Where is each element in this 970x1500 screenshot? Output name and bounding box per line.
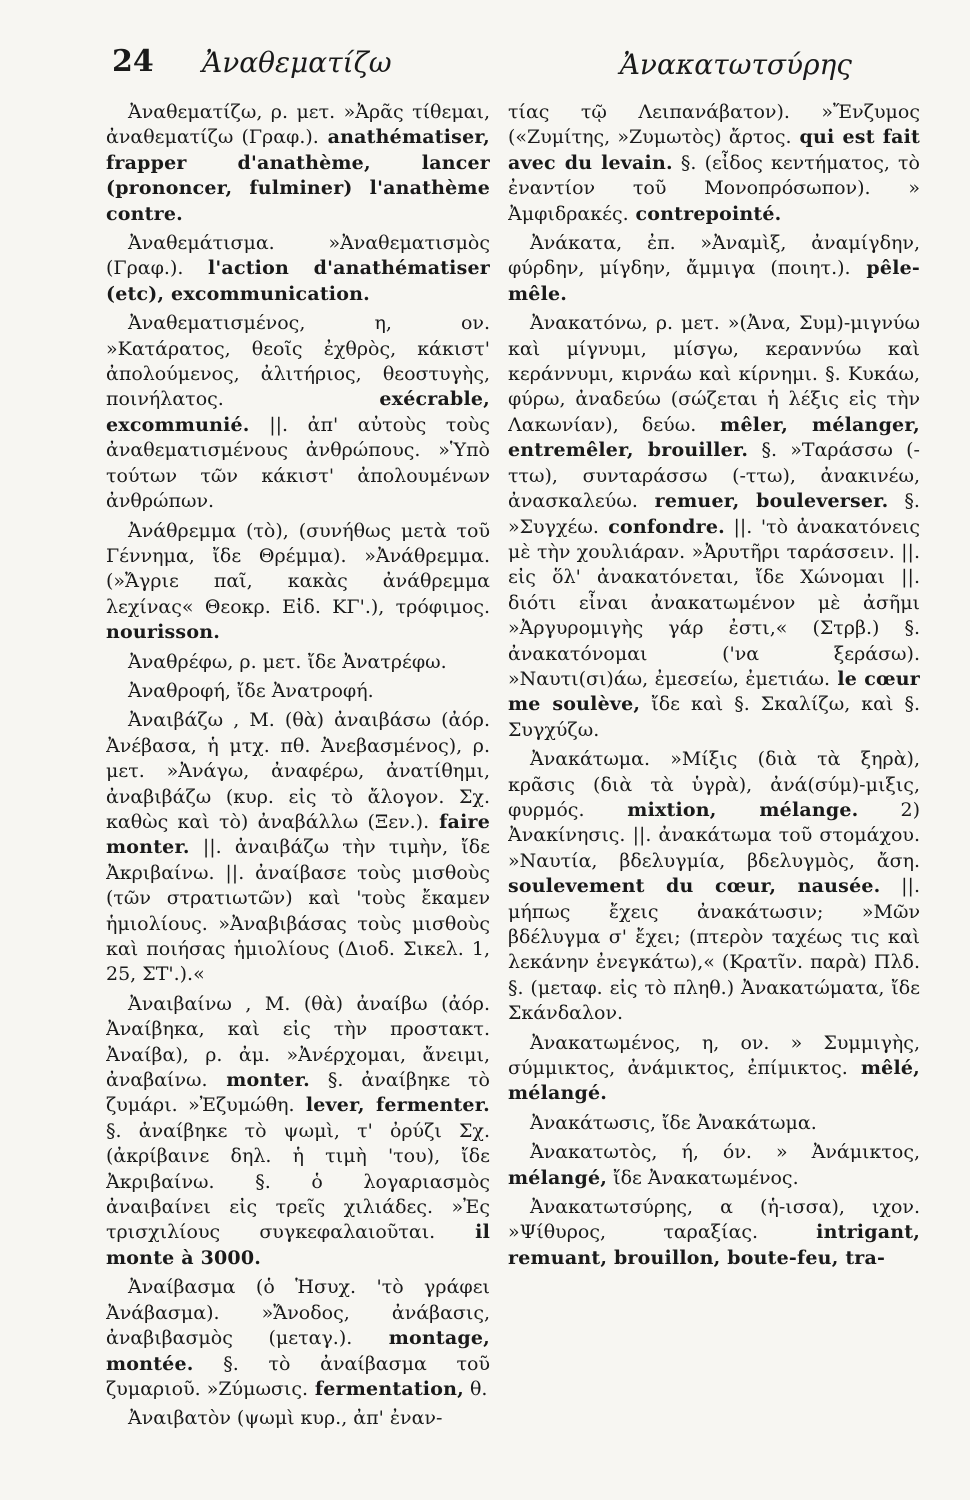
dictionary-entry xyxy=(508,100,920,227)
right-column xyxy=(508,100,920,1440)
entry-french-translation: mixtion, mélange. xyxy=(584,798,859,821)
entry-greek-text: (ὁ Ἡσυχ. 'τὸ γράφει Ἀνάβασμα). »Ἄνοδος, ἀνάβασις, ἀναβιβασμὸς (μεταγ.). xyxy=(106,1276,490,1350)
entry-headword: Ἀναθεματισμένος, xyxy=(128,312,306,335)
left-column xyxy=(106,100,490,1440)
entry-headword: Ἀνακατωτὸς, xyxy=(530,1141,658,1164)
entry-french-translation: anathématiser, frapper d'anathème, lancer (prononcer, fulminer) l'anathème contre. xyxy=(106,126,490,225)
entry-greek-text: ἴδε Ἀνακάτωμα. xyxy=(655,1111,817,1134)
entry-greek-text: §. (εἶδος κεντήματος, τὸ ἐναντίον τοῦ Μονοπρόσωπον). » Ἀμφιδρακές. xyxy=(508,151,920,225)
dictionary-entry xyxy=(106,679,490,704)
entry-greek-text: §. τὸ ἀναίβασμα τοῦ ζυμαριοῦ. »Ζύμωσις. xyxy=(106,1352,490,1400)
entry-french-translation: qui est fait avec du levain. xyxy=(508,126,920,174)
entry-french-translation: mélangé, xyxy=(508,1166,608,1189)
entry-greek-text: »Ἀναθεματισμὸς (Γραφ.). xyxy=(106,232,490,280)
entry-greek-text: ||. ἀναιβάζω τὴν τιμὴν, ἴδε Ἀκριβαίνω. ||. ἀναίβασε τοὺς μισθοὺς (τῶν στρατιωτῶν) καὶ 'τοὺς ἔκαμεν ἡμιολίους. »Ἀναβιβάσας τοὺς μισθοὺς καὶ ποιήσας ἡμιολίους (Διοδ. Σικελ. 1, 25, ΣΤ'.).« xyxy=(106,836,490,986)
entry-greek-text: ρ. μετ. »Ἀρᾶς τίθεμαι, ἀναθεματίζω (Γραφ.). xyxy=(106,101,490,149)
dictionary-entry xyxy=(106,311,490,514)
entry-french-translation: intrigant, remuant, brouillon, boute-feu, tra- xyxy=(508,1221,920,1269)
entry-headword: Ἀναιβατὸν xyxy=(128,1407,231,1430)
entry-greek-text: »Μίξις (διὰ τὰ ξηρὰ), κρᾶσις (διὰ τὰ ὑγρὰ), ἀνά(σύμ)-μιξις, φυρμός. xyxy=(508,748,920,821)
dictionary-entry xyxy=(106,1275,490,1402)
entry-french-translation: il monte à 3000. xyxy=(106,1221,490,1269)
entry-greek-text: (ψωμὶ κυρ., ἀπ' ἐναν- xyxy=(230,1407,443,1430)
entry-headword: Ἀναθεματίζω, xyxy=(128,101,263,123)
entry-french-translation: exécrable, excommunié. xyxy=(106,388,490,436)
entry-headword: Ἀνακατωτσύρης, xyxy=(530,1196,694,1219)
entry-french-translation: remuer, bouleverser. xyxy=(637,490,889,513)
page-number: 24 xyxy=(112,44,154,79)
left-running-title: Ἀναθεματίζω xyxy=(202,46,392,79)
entry-headword: Ἀνακατωμένος, xyxy=(530,1031,681,1054)
page-header xyxy=(112,38,852,88)
entry-headword: Ἀνάθρεμμα xyxy=(128,519,237,542)
entry-greek-text: 2) Ἀνακίνησις. ||. ἀνακάτωμα τοῦ στομάχου. »Ναυτία, βδελυγμία, βδελυγμὸς, ἄση. xyxy=(508,798,920,872)
entry-headword: Ἀνάκατα, xyxy=(530,232,623,255)
dictionary-entry xyxy=(508,1111,920,1136)
entry-headword: Ἀνακατόνω, xyxy=(530,312,648,335)
dictionary-entry xyxy=(508,747,920,1026)
entry-greek-text: ή, όν. » Ἀνάμικτος, xyxy=(657,1141,920,1164)
right-running-title: Ἀνακατωτσύρης xyxy=(619,48,852,81)
entry-french-translation: contrepointé. xyxy=(628,202,782,225)
entry-headword: Ἀναθροφή, xyxy=(128,679,231,702)
entry-greek-text: ρ. μετ. ἴδε Ἀνατρέφω. xyxy=(233,650,447,673)
entry-greek-text: ||. 'τὸ ἀνακατόνεις μὲ τὴν χουλιάραν. »Ἀρυτῆρι ταράσσειν. ||. εἰς ὅλ' ἀνακατόνεται, ἴδε Χώνομαι ||. διότι εἶναι ἀνακατωμένον μὲ ἀσῆμι »Ἀργυρομιγὴς γάρ ἐστι,« (Στρβ.) §. ἀνακατόνομαι ('να ξεράσω). »Ναυτι(σι)άω, ἐμεσείω, ἐμετιάω. xyxy=(508,515,920,690)
entry-greek-text: ἴδε Ἀνακατωμένος. xyxy=(607,1166,799,1189)
entry-greek-text: ||. ἀπ' αὐτοὺς τοὺς ἀναθεματισμένους ἀνθρώπους. »Ὑπὸ τούτων τῶν κάκιστ' ἀπολουμένων ἀνθρώπων. xyxy=(106,413,490,513)
entry-greek-text: ||. μήπως ἔχεις ἀνακάτωσιν; »Μῶν βδέλυγμα σ' ἔχει; (πτερὸν ταχέως τις καὶ λεκάνην ἐνεγκάτω),« (Κρατῖν. παρὰ) Πλδ. §. (μεταφ. εἰς τὸ πληθ.) Ἀνακατώματα, ἴδε Σκάνδαλον. xyxy=(508,875,920,1025)
entry-french-translation: mêlé, mélangé. xyxy=(508,1057,920,1105)
entry-greek-text: §. »Ταράσσω (-ττω), συνταράσσω (-ττω), ἀνακινέω, ἀνασκαλεύω. xyxy=(508,439,920,513)
entry-french-translation: le cœur me soulève, xyxy=(508,667,920,716)
entry-greek-text: §. ἀναίβηκε τὸ ζυμάρι. »Ἐζυμώθη. xyxy=(106,1069,490,1117)
dictionary-entry xyxy=(106,231,490,307)
dictionary-entry xyxy=(106,100,490,227)
entry-greek-text: ρ. μετ. »(Ἀνα, Συμ)-μιγνύω καὶ μίγνυμι, μίσγω, κεραννύω καὶ κεράννυμι, κιρνάω καὶ κίρνημι. §. Κυκάω, φύρω, ἀναδεύω (σώζεται ἡ λέξις εἰς τὴν Λακωνίαν), δεύω. xyxy=(508,312,920,436)
entry-french-translation: monter. xyxy=(207,1069,310,1092)
dictionary-entry xyxy=(106,1406,490,1431)
entry-headword: Ἀναθρέφω, xyxy=(128,650,234,673)
entry-greek-text: η, ον. » Συμμιγὴς, σύμμικτος, ἀνάμικτος, ἐπίμικτος. xyxy=(508,1031,920,1080)
entry-french-translation: lever, fermenter. xyxy=(294,1094,490,1117)
dictionary-entry xyxy=(508,231,920,307)
entry-greek-text: τίας τῷ Λειπανάβατον). »Ἔνζυμος («Ζυμίτης, »Ζυμωτὸς) ἄρτος. xyxy=(508,101,920,149)
entry-greek-text: , Μ. (θὰ) ἀναιβάσω (ἀόρ. Ἀνέβασα, ἡ μτχ. πθ. Ἀνεβασμένος), ρ. μετ. »Ἀνάγω, ἀναφέρω, ἀνατίθημι, ἀναβιβάζω (κυρ. εἰς τὸ ἄλογον. Σχ. καθὼς καὶ τὸ) ἀναβάλλω (Ξεν.). xyxy=(106,709,490,833)
dictionary-entry xyxy=(508,311,920,743)
entry-greek-text: ἴδε Ἀνατροφή. xyxy=(230,679,374,702)
entry-greek-text: , Μ. (θὰ) ἀναίβω (ἀόρ. Ἀναίβηκα, καὶ εἰς τὴν προστακτ. Ἀναίβα), ρ. ἀμ. »Ἀνέρχομαι, ἄνειμι, ἀναβαίνω. xyxy=(106,992,490,1092)
entry-french-translation: fermentation, xyxy=(308,1377,464,1400)
entry-greek-text: §. »Συγχέω. xyxy=(508,490,920,538)
dictionary-entry xyxy=(508,1031,920,1107)
entry-french-translation: l'action d'anathématiser (etc), excommunication. xyxy=(106,257,490,305)
dictionary-entry xyxy=(106,650,490,675)
entry-french-translation: mêler, mélanger, entremêler, brouiller. xyxy=(508,413,920,462)
dictionary-entry xyxy=(508,1140,920,1191)
entry-french-translation: pêle-mêle. xyxy=(508,257,920,305)
dictionary-entry xyxy=(508,1195,920,1271)
entry-french-translation: soulevement du cœur, nausée. xyxy=(508,875,881,898)
entry-greek-text: ἐπ. »Ἀναμὶξ, ἀναμίγδην, φύρδην, μίγδην, ἄμμιγα (ποιητ.). xyxy=(508,232,920,280)
entry-headword: Ἀναίβασμα xyxy=(128,1276,236,1299)
dictionary-entry xyxy=(106,992,490,1271)
dictionary-entry xyxy=(106,708,490,987)
entry-headword: Ἀναθεμάτισμα. xyxy=(128,232,275,255)
entry-greek-text: θ. xyxy=(463,1377,488,1400)
entry-headword: Ἀναιβαίνω xyxy=(128,992,232,1015)
entry-greek-text: (τὸ), (συνήθως μετὰ τοῦ Γέννημα, ἴδε Θρέμμα). »Ἀνάθρεμμα. (»Ἄγριε παῖ, κακὰς ἀνάθρεμμα λεχίνας« Θεοκρ. Εἰδ. ΚΓ'.), τρόφιμος. xyxy=(106,519,490,618)
entry-greek-text: ἴδε καὶ §. Σκαλίζω, καὶ §. Συγχύζω. xyxy=(508,693,920,741)
entry-french-translation: faire monter. xyxy=(106,810,490,859)
entry-greek-text: §. ἀναίβηκε τὸ ψωμὶ, τ' ὀρύζι Σχ. (ἀκρίβαινε δηλ. ἡ τιμὴ 'του), ἴδε Ἀκριβαίνω. §. ὁ λογαριασμὸς ἀναιβαίνει εἰς τρεῖς χιλιάδες. »Ἐς τρισχιλίους συγκεφαλαιοῦται. xyxy=(106,1119,490,1244)
entry-french-translation: confondre. xyxy=(598,515,725,538)
entry-headword: Ἀνακάτωσις, xyxy=(530,1111,656,1134)
dictionary-entry xyxy=(106,519,490,646)
entry-headword: Ἀναιβάζω xyxy=(128,709,224,732)
entry-headword: Ἀνακάτωμα. xyxy=(530,748,651,771)
entry-greek-text: α (ἡ-ισσα), ιχον. »Ψίθυρος, ταραξίας. xyxy=(508,1196,920,1244)
entry-french-translation: nourisson. xyxy=(106,621,221,644)
entry-greek-text: η, ον. »Κατάρατος, θεοῖς ἐχθρὸς, κάκιστ' ἀπολούμενος, ἀλιτήριος, θεοστυγὴς, ποινήλατος. xyxy=(106,312,490,411)
entry-french-translation: montage, montée. xyxy=(106,1327,490,1375)
